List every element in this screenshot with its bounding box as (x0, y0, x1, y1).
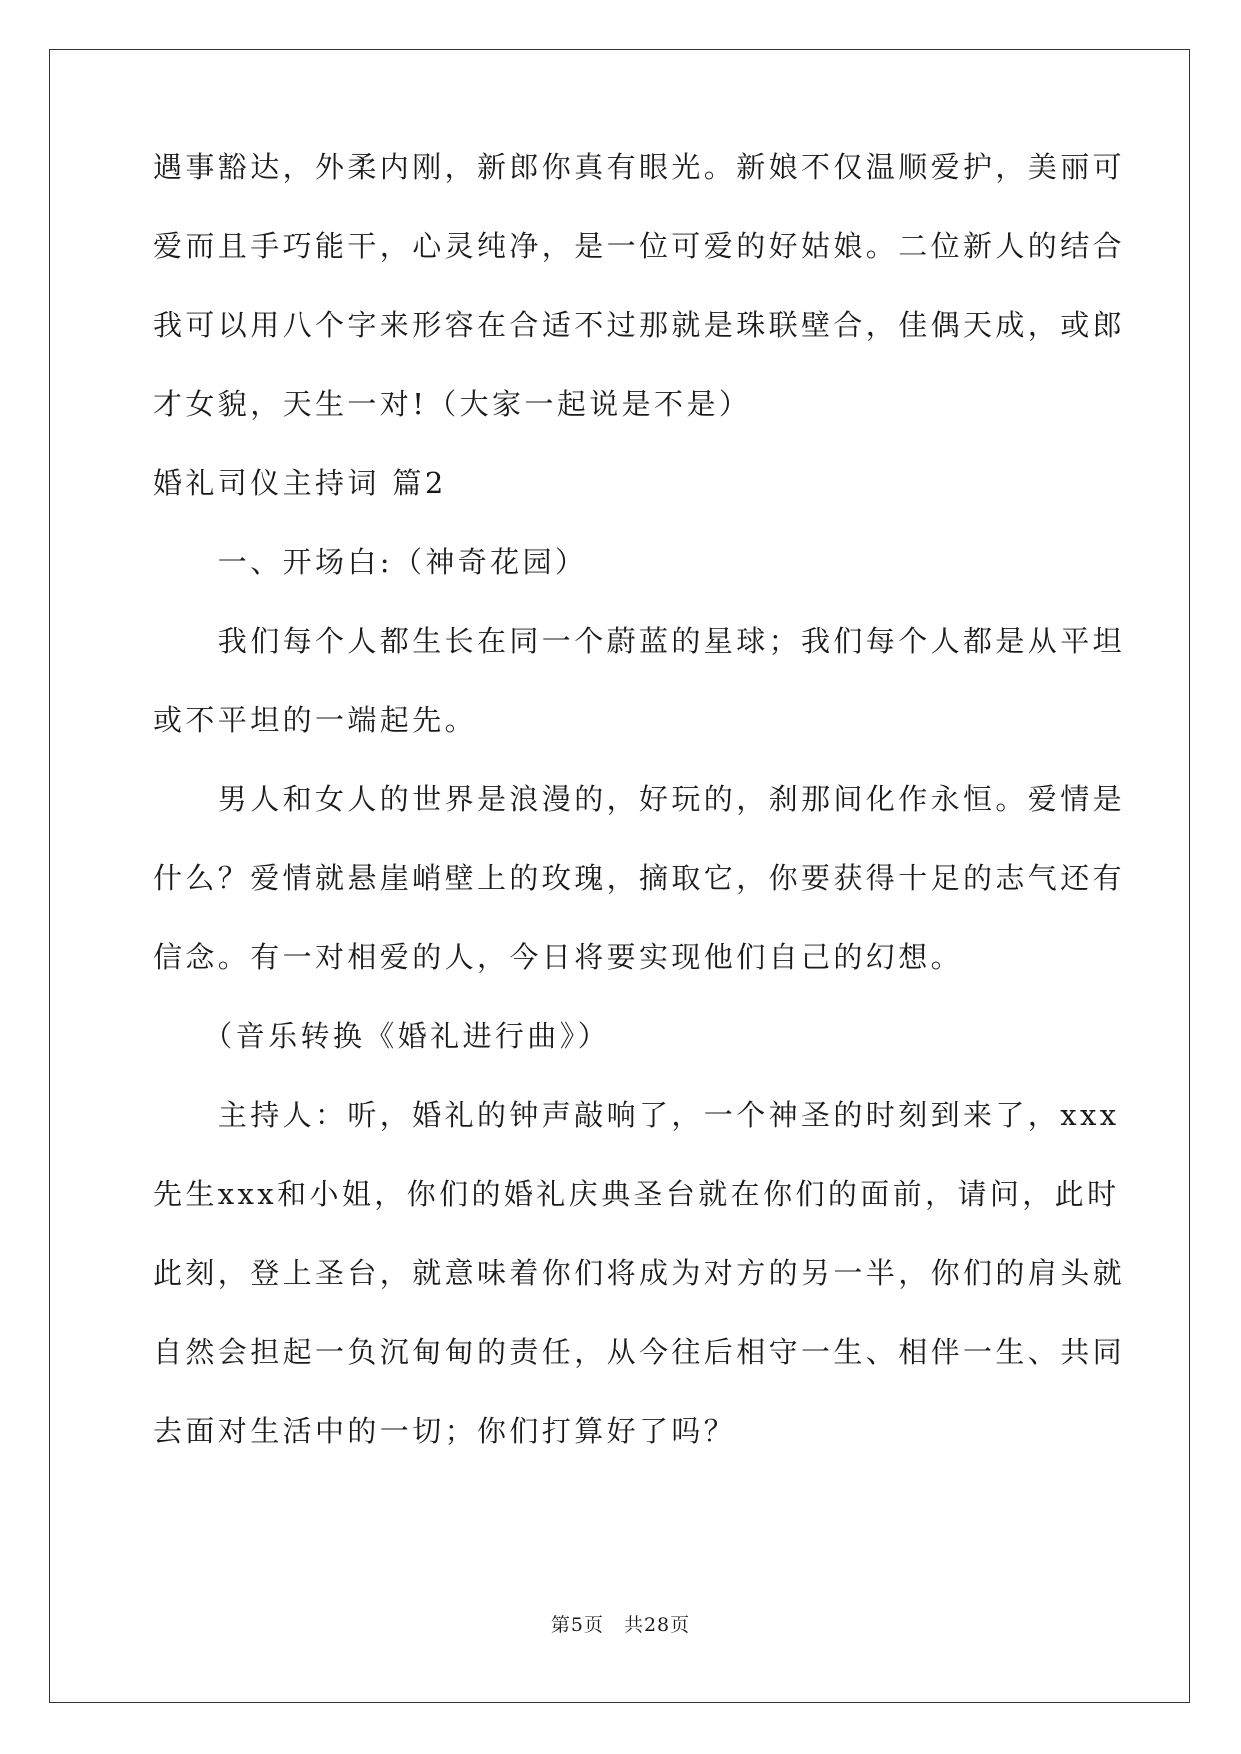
text-line: （音乐转换《婚礼进行曲》） (153, 1019, 611, 1053)
text-line: 一、开场白:（神奇花园） (153, 545, 588, 579)
section-heading: 婚礼司仪主持词 篇2 (153, 466, 447, 500)
text-line: 遇事豁达，外柔内刚，新郎你真有眼光。新娘不仅温顺爱护，美丽可 (153, 150, 1126, 184)
text-line: 爱而且手巧能干，心灵纯净，是一位可爱的好姑娘。二位新人的结合 (153, 229, 1126, 263)
text-line: 我可以用八个字来形容在合适不过那就是珠联壁合，佳偶天成，或郎 (153, 308, 1126, 342)
text-line: 我们每个人都生长在同一个蔚蓝的星球；我们每个人都是从平坦 (153, 624, 1126, 658)
text-line: 先生xxx和小姐，你们的婚礼庆典圣台就在你们的面前，请问，此时 (153, 1177, 1120, 1211)
text-line: 才女貌，天生一对!（大家一起说是不是） (153, 387, 752, 421)
text-line: 或不平坦的一端起先。 (153, 703, 478, 737)
page-number: 第5页 共28页 (550, 1614, 691, 1636)
text-line: 去面对生活中的一切；你们打算好了吗？ (153, 1414, 737, 1448)
text-line: 什么？爱情就悬崖峭壁上的玫瑰，摘取它，你要获得十足的志气还有 (153, 861, 1126, 895)
text-line: 自然会担起一负沉甸甸的责任，从今往后相守一生、相伴一生、共同 (153, 1335, 1126, 1369)
text-line: 此刻，登上圣台，就意味着你们将成为对方的另一半，你们的肩头就 (153, 1256, 1126, 1290)
text-line: 信念。有一对相爱的人，今日将要实现他们自己的幻想。 (153, 940, 964, 974)
text-line: 主持人：听，婚礼的钟声敲响了，一个神圣的时刻到来了，xxx (153, 1098, 1120, 1132)
text-line: 男人和女人的世界是浪漫的，好玩的，刹那间化作永恒。爱情是 (153, 782, 1126, 816)
